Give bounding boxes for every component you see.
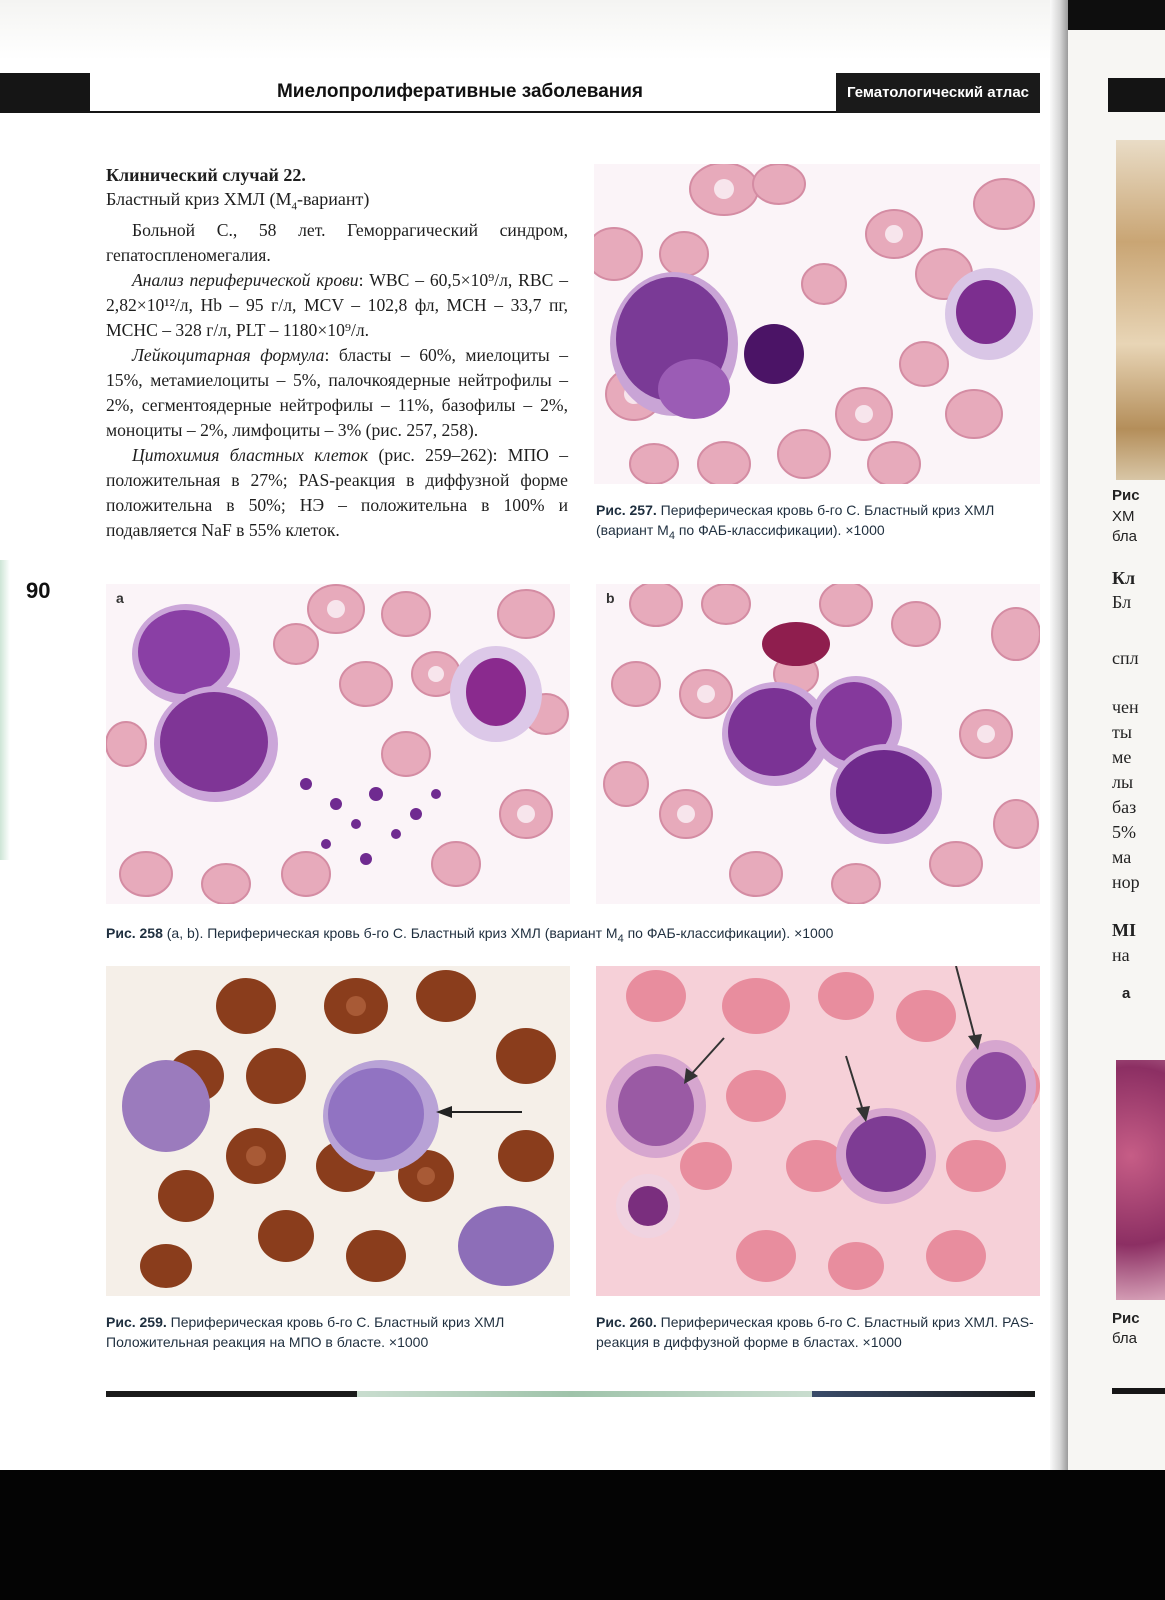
fig-260-micrograph: [596, 966, 1040, 1296]
section-title: Миелопролиферативные заболевания: [276, 81, 644, 102]
adjacent-text: а: [1122, 985, 1131, 1002]
fig-257-caption: Рис. 257. Периферическая кровь б-го С. Бластный криз ХМЛ (вариант $М_4$ по ФАБ-классификации). ×1000: [596, 502, 995, 542]
adjacent-text: нор: [1112, 872, 1140, 892]
adjacent-header-bar: [1108, 78, 1165, 112]
adjacent-text: ма: [1112, 847, 1132, 867]
scan-background: [0, 1470, 1165, 1600]
adjacent-footer-rule: [1112, 1388, 1165, 1394]
adjacent-text: Рис: [1112, 487, 1140, 504]
adjacent-text: на: [1112, 945, 1130, 965]
case-body: [106, 218, 568, 543]
book-gutter: [1050, 0, 1070, 1470]
adjacent-text: 5%: [1112, 822, 1136, 842]
adjacent-text: бла: [1112, 528, 1138, 545]
patient-paragraph: Больной С., 58 лет. Геморрагический синдром, гепатоспленомегалия.: [106, 220, 568, 265]
adjacent-text: Бл: [1112, 592, 1132, 612]
running-header: [0, 73, 1040, 113]
adjacent-text: баз: [1112, 797, 1137, 817]
fig-258a-micrograph: [106, 584, 570, 904]
adjacent-text: ме: [1112, 747, 1132, 767]
panel-label-b: b: [606, 590, 615, 606]
adjacent-text: Рис: [1112, 1310, 1140, 1327]
fig-258b-micrograph: [596, 584, 1040, 904]
page-number: 90: [26, 578, 51, 603]
page-edge-tint: [0, 560, 10, 860]
adjacent-text: Кл: [1112, 568, 1136, 588]
blood-analysis-paragraph: Анализ периферической крови: WBC – 60,5×10⁹/л, RBC – 2,82×10¹²/л, Hb – 95 г/л, MCV – 102,8 фл, MCH – 33,7 пг, MCHC – 328 г/л, PLT – 1180×10⁹/л.: [106, 270, 568, 340]
header-black-block: [0, 73, 90, 113]
fig-259-caption: Рис. 259. Периферическая кровь б-го С. Бластный криз ХМЛ Положительная реакция на МПО в бласте. ×1000: [106, 1314, 505, 1350]
adjacent-text: МІ: [1112, 920, 1136, 940]
book-title-tab: Гематологический атлас: [836, 73, 1040, 113]
leukocyte-formula-paragraph: Лейкоцитарная формула: бласты – 60%, миелоциты – 15%, метамиелоциты – 5%, палочкоядерные нейтрофилы – 2%, сегментоядерные нейтрофилы – 11%, базофилы – 2%, моноциты – 2%, лимфоциты – 3% (рис. 257, 258).: [106, 345, 569, 440]
fig-260-caption: Рис. 260. Периферическая кровь б-го С. Бластный криз ХМЛ. PAS-реакция в диффузной форме в бластах. ×1000: [596, 1314, 1034, 1350]
fig-258-caption: Рис. 258 (a, b). Периферическая кровь б-го С. Бластный криз ХМЛ (вариант $М_4$ по ФАБ-классификации). ×1000: [106, 925, 834, 945]
adjacent-text: спл: [1112, 648, 1139, 668]
adjacent-text: ХМ: [1112, 508, 1135, 525]
case-subtitle: Бластный криз ХМЛ $(М_4-вариант)$: [106, 189, 370, 213]
adjacent-photo-bottom: [1116, 1060, 1165, 1300]
adjacent-photo-top: [1116, 140, 1165, 480]
cytochemistry-paragraph: Цитохимия бластных клеток (рис. 259–262): МПО – положительная в 27%; PAS-реакция в диффузной форме положительна в 50%; НЭ – положительна в 100% и подавляется NaF в 55% клеток.: [106, 445, 568, 540]
adjacent-text: бла: [1112, 1330, 1138, 1347]
footer-rule: [106, 1391, 1035, 1397]
fig-257-micrograph: [594, 164, 1040, 484]
adjacent-page-top-shadow: [1068, 0, 1165, 30]
scan-top-shade: [0, 0, 1165, 60]
adjacent-text: ты: [1112, 722, 1132, 742]
adjacent-text: чен: [1112, 697, 1139, 717]
case-title: Клинический случай 22.: [106, 165, 306, 185]
adjacent-page-fragment: [1068, 0, 1165, 1470]
panel-label-a: a: [116, 590, 124, 606]
fig-259-micrograph: [106, 966, 570, 1296]
adjacent-text: лы: [1112, 772, 1134, 792]
